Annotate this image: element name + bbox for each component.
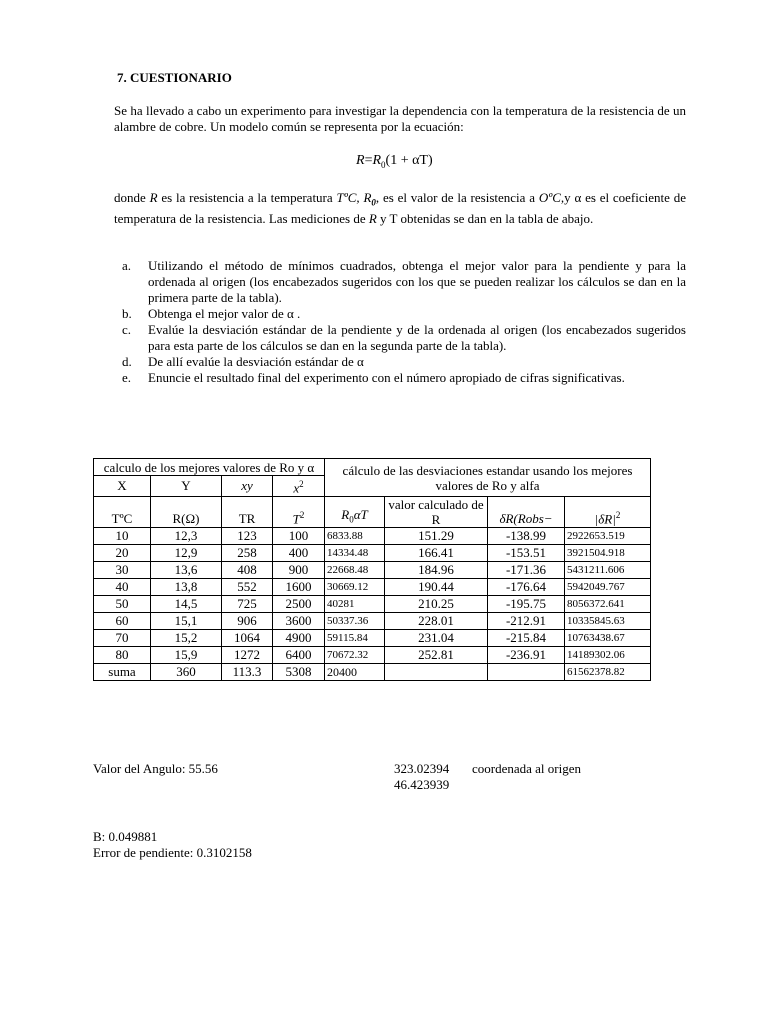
def-text-3: , es el valor de la resistencia a [375, 190, 539, 205]
table-cell: 258 [222, 545, 273, 562]
table-cell: 60 [94, 613, 151, 630]
col-header-dr: δR(Robs− [488, 497, 565, 528]
table-cell: 22668.48 [325, 562, 385, 579]
table-cell: 123 [222, 528, 273, 545]
r0at-rest: αT [353, 506, 368, 522]
table-row [94, 630, 651, 647]
item-text: Utilizando el método de mínimos cuadrados, obtenga el mejor valor para la pendiente y para la ordenada al origen (los encabezados sugeridos con los que se pueden realizar los cálculos se dan en la primera parte de la tabla). [148, 258, 686, 305]
x2-sup: 2 [299, 479, 304, 489]
list-item [122, 354, 686, 370]
table-cell: 900 [273, 562, 325, 579]
def-r: R [149, 190, 158, 205]
intercept-value: 323.02394 [394, 761, 450, 776]
def-text-1: donde [114, 190, 150, 205]
table-row [94, 562, 651, 579]
table-cell: 30669.12 [325, 579, 385, 596]
table-cell: 166.41 [385, 545, 488, 562]
eq-sub: 0 [381, 159, 386, 170]
table-cell: -153.51 [488, 545, 565, 562]
intro-paragraph: Se ha llevado a cabo un experimento para investigar la dependencia con la temperatura de la resistencia de un alambre de cobre. Un modelo común se representa por la ecuación: [114, 103, 686, 134]
def-temp: TºC, R [336, 190, 372, 205]
table-cell: -215.84 [488, 630, 565, 647]
equation: $R=R_0(1 + \alpha T)$ [356, 153, 433, 170]
table-cell: 2500 [273, 596, 325, 613]
table-cell: 12,3 [151, 528, 222, 545]
table-cell: 1064 [222, 630, 273, 647]
sum-cell: 20400 [325, 664, 385, 681]
table-cell: 210.25 [385, 596, 488, 613]
col-header-valor: valor calculado de R [385, 497, 488, 528]
eq-r: R [372, 153, 382, 168]
definitions-paragraph [114, 190, 686, 227]
sum-cell [385, 664, 488, 681]
table-cell: 15,1 [151, 613, 222, 630]
item-marker: c. [122, 322, 132, 337]
table-cell: -171.36 [488, 562, 565, 579]
table-cell: 190.44 [385, 579, 488, 596]
table-cell: 10 [94, 528, 151, 545]
table-row [94, 613, 651, 630]
table-cell: 4900 [273, 630, 325, 647]
item-marker: d. [122, 354, 132, 369]
table-cell: 408 [222, 562, 273, 579]
col-header-r0at [325, 497, 385, 528]
table-cell: 400 [273, 545, 325, 562]
table-cell: 231.04 [385, 630, 488, 647]
table-cell: 6833.88 [325, 528, 385, 545]
col-header-x: X [94, 476, 151, 497]
t2-sup: 2 [299, 510, 305, 520]
item-marker: b. [122, 306, 132, 321]
dr2-base: |δR| [594, 511, 616, 527]
slope-error: Error de pendiente: 0.3102158 [93, 845, 252, 860]
list-item [122, 370, 686, 386]
item-text: De allí evalúe la desviación estándar de α [148, 354, 364, 369]
list-item [122, 322, 686, 354]
table-cell: 10763438.67 [565, 630, 651, 647]
table-cell: 12,9 [151, 545, 222, 562]
col-header-dr2 [565, 497, 651, 528]
def-text-4: y α es el coeficiente de temperatura de la resistencia. Las mediciones de [114, 190, 686, 226]
x2-base: x [293, 480, 300, 496]
def-zero: OºC, [538, 190, 565, 205]
table-cell: 15,9 [151, 647, 222, 664]
def-r2: R [368, 210, 377, 226]
table-cell: -236.91 [488, 647, 565, 664]
table-cell: 50337.36 [325, 613, 385, 630]
table-cell: 552 [222, 579, 273, 596]
def-text-5: y T obtenidas se dan en la tabla de abajo. [376, 210, 594, 226]
table-cell: 14189302.06 [565, 647, 651, 664]
table-row [94, 545, 651, 562]
group-header-best-values: calculo de los mejores valores de Ro y α [94, 459, 325, 476]
dr2-sup: 2 [615, 510, 621, 520]
table-cell: 70672.32 [325, 647, 385, 664]
table-cell: -176.64 [488, 579, 565, 596]
section-heading: 7. CUESTIONARIO [117, 70, 232, 85]
table-cell: 151.29 [385, 528, 488, 545]
sum-row [94, 664, 651, 681]
table-cell: 1272 [222, 647, 273, 664]
table-cell: 70 [94, 630, 151, 647]
col-header-t: TºC [94, 497, 151, 528]
sum-cell: 61562378.82 [565, 664, 651, 681]
table-cell: 5431211.606 [565, 562, 651, 579]
eq-body: (1 + αT) [385, 153, 433, 168]
r0at-r: R [341, 506, 350, 522]
table-cell: 30 [94, 562, 151, 579]
table-row [94, 596, 651, 613]
sum-label: suma [94, 664, 151, 681]
b-value: B: 0.049881 [93, 829, 158, 844]
table-cell: 59115.84 [325, 630, 385, 647]
table-cell: 13,8 [151, 579, 222, 596]
sum-cell: 360 [151, 664, 222, 681]
table-cell: 40 [94, 579, 151, 596]
table-cell: 2922653.519 [565, 528, 651, 545]
table-cell: -138.99 [488, 528, 565, 545]
table-cell: 8056372.641 [565, 596, 651, 613]
table-cell: -212.91 [488, 613, 565, 630]
table-cell: 20 [94, 545, 151, 562]
item-text: Enuncie el resultado final del experimento con el número apropiado de cifras significativas. [148, 370, 625, 385]
table-cell: 50 [94, 596, 151, 613]
table-cell: 80 [94, 647, 151, 664]
intercept-label: coordenada al origen [472, 761, 582, 776]
table-row [94, 528, 651, 545]
table-cell: 13,6 [151, 562, 222, 579]
list-item [122, 258, 686, 306]
sum-cell [488, 664, 565, 681]
table-cell: 5942049.767 [565, 579, 651, 596]
t2-base: T [292, 511, 300, 527]
table-cell: 100 [273, 528, 325, 545]
sum-cell: 113.3 [222, 664, 273, 681]
def-text-2: es la resistencia a la temperatura [157, 190, 337, 205]
table-cell: -195.75 [488, 596, 565, 613]
col-header-xy: xy [222, 476, 273, 497]
table-cell: 10335845.63 [565, 613, 651, 630]
r0at-sub: 0 [349, 514, 354, 525]
item-text: Evalúe la desviación estándar de la pendiente y de la ordenada al origen (los encabezados sugeridos para esta parte de los cálculos se dan en la segunda parte de la tabla). [148, 322, 686, 353]
table-row [94, 647, 651, 664]
col-header-t2 [273, 497, 325, 528]
table-cell: 3600 [273, 613, 325, 630]
col-header-r: R(Ω) [151, 497, 222, 528]
item-marker: e. [122, 370, 132, 385]
table-row [94, 579, 651, 596]
table-cell: 228.01 [385, 613, 488, 630]
item-marker: a. [122, 258, 132, 273]
angle-value: Valor del Angulo: 55.56 [93, 761, 218, 776]
table-cell: 3921504.918 [565, 545, 651, 562]
table-cell: 14,5 [151, 596, 222, 613]
table-cell: 14334.48 [325, 545, 385, 562]
group-header-deviations: cálculo de las desviaciones estandar usando los mejores valores de Ro y alfa [325, 459, 651, 497]
def-sub0: 0 [371, 197, 376, 208]
table-cell: 40281 [325, 596, 385, 613]
col-header-tr: TR [222, 497, 273, 528]
sum-cell: 5308 [273, 664, 325, 681]
table-cell: 15,2 [151, 630, 222, 647]
item-text: Obtenga el mejor valor de α . [148, 306, 301, 321]
col-header-x2 [273, 476, 325, 497]
question-list [122, 258, 686, 386]
data-table [93, 458, 651, 681]
list-item [122, 306, 686, 322]
second-value: 46.423939 [394, 777, 450, 792]
table-cell: 6400 [273, 647, 325, 664]
table-cell: 184.96 [385, 562, 488, 579]
col-header-y: Y [151, 476, 222, 497]
table-cell: 252.81 [385, 647, 488, 664]
eq-lhs: R [356, 153, 365, 168]
table-cell: 725 [222, 596, 273, 613]
table-cell: 1600 [273, 579, 325, 596]
table-cell: 906 [222, 613, 273, 630]
